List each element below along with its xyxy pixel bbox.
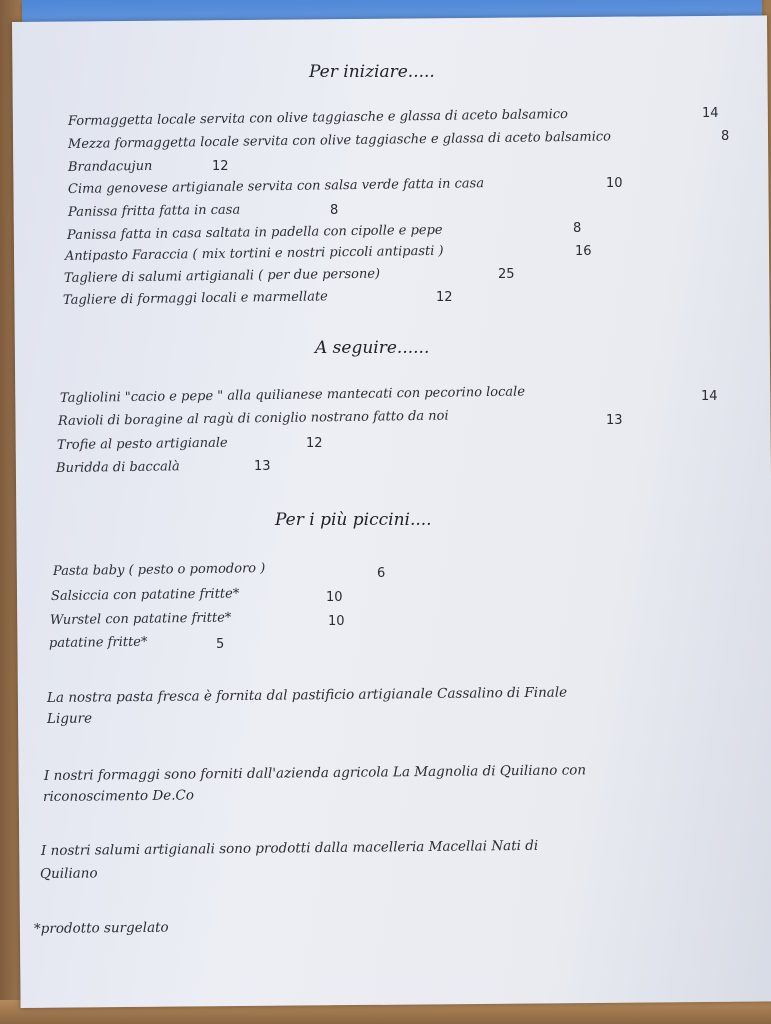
- menu-item-price: 12: [306, 436, 323, 451]
- menu-item: Ravioli di boragine al ragù di coniglio nostrano fatto da noi: [57, 408, 449, 429]
- menu-item: Tagliolini "cacio e pepe " alla quilianese mantecati con pecorino locale: [59, 384, 526, 406]
- note-formaggi-line-1: I nostri formaggi sono forniti dall'azienda agricola La Magnolia di Quiliano con: [43, 762, 587, 784]
- menu-item: Panissa fatta in casa saltata in padella con cipolle e pepe: [66, 222, 443, 243]
- note-formaggi-line-2: riconoscimento De.Co: [42, 787, 195, 805]
- menu-item-price: 14: [702, 106, 719, 121]
- menu-item: Panissa fritta fatta in casa: [67, 202, 241, 220]
- menu-item-price: 12: [436, 290, 453, 305]
- menu-item: Salsiccia con patatine fritte*: [50, 586, 240, 604]
- menu-item: Cima genovese artigianale servita con salsa verde fatta in casa: [67, 176, 485, 197]
- menu-item-price: 10: [326, 590, 343, 605]
- menu-item: Pasta baby ( pesto o pomodoro ): [52, 561, 266, 579]
- section-title-a-seguire: A seguire......: [315, 338, 430, 358]
- menu-item: patatine fritte*: [48, 634, 148, 651]
- menu-item-price: 8: [573, 221, 582, 236]
- menu-item-price: 10: [606, 176, 623, 191]
- menu-item-price: 25: [498, 267, 515, 282]
- section-title-per-iniziare: Per iniziare.....: [309, 62, 435, 82]
- menu-item: Mezza formaggetta locale servita con olive taggiasche e glassa di aceto balsamico: [67, 129, 612, 152]
- note-pasta-line-1: La nostra pasta fresca è fornita dal pastificio artigianale Cassalino di Finale: [46, 684, 568, 706]
- note-salumi-line-1: I nostri salumi artigianali sono prodotti dalla macelleria Macellai Nati di: [40, 837, 539, 859]
- menu-item-price: 12: [212, 159, 229, 174]
- menu-item: Brandacujun: [67, 158, 153, 175]
- section-title-per-i-piu-piccini: Per i più piccini....: [275, 510, 432, 530]
- menu-item-price: 6: [377, 566, 386, 581]
- menu-item-price: 8: [330, 203, 339, 218]
- note-salumi-line-2: Quiliano: [39, 865, 98, 882]
- menu-item: Trofie al pesto artigianale: [56, 435, 228, 453]
- menu-item-price: 8: [721, 129, 730, 144]
- menu-item: Antipasto Faraccia ( mix tortini e nostri piccoli antipasti ): [64, 243, 444, 264]
- menu-item-price: 5: [216, 637, 225, 652]
- menu-item-price: 13: [254, 459, 271, 474]
- note-surgelato: *prodotto surgelato: [33, 919, 169, 937]
- menu-item: Tagliere di salumi artigianali ( per due persone): [63, 266, 381, 286]
- menu-item: Buridda di baccalà: [55, 459, 180, 476]
- menu-item: Tagliere di formaggi locali e marmellate: [62, 289, 328, 308]
- menu-item-price: 10: [328, 614, 345, 629]
- menu-item-price: 16: [575, 244, 592, 259]
- menu-item: Wurstel con patatine fritte*: [49, 610, 232, 628]
- menu-item: Formaggetta locale servita con olive taggiasche e glassa di aceto balsamico: [67, 107, 568, 129]
- note-pasta-line-2: Ligure: [46, 710, 93, 727]
- menu-item-price: 13: [606, 413, 623, 428]
- menu-item-price: 14: [701, 389, 718, 404]
